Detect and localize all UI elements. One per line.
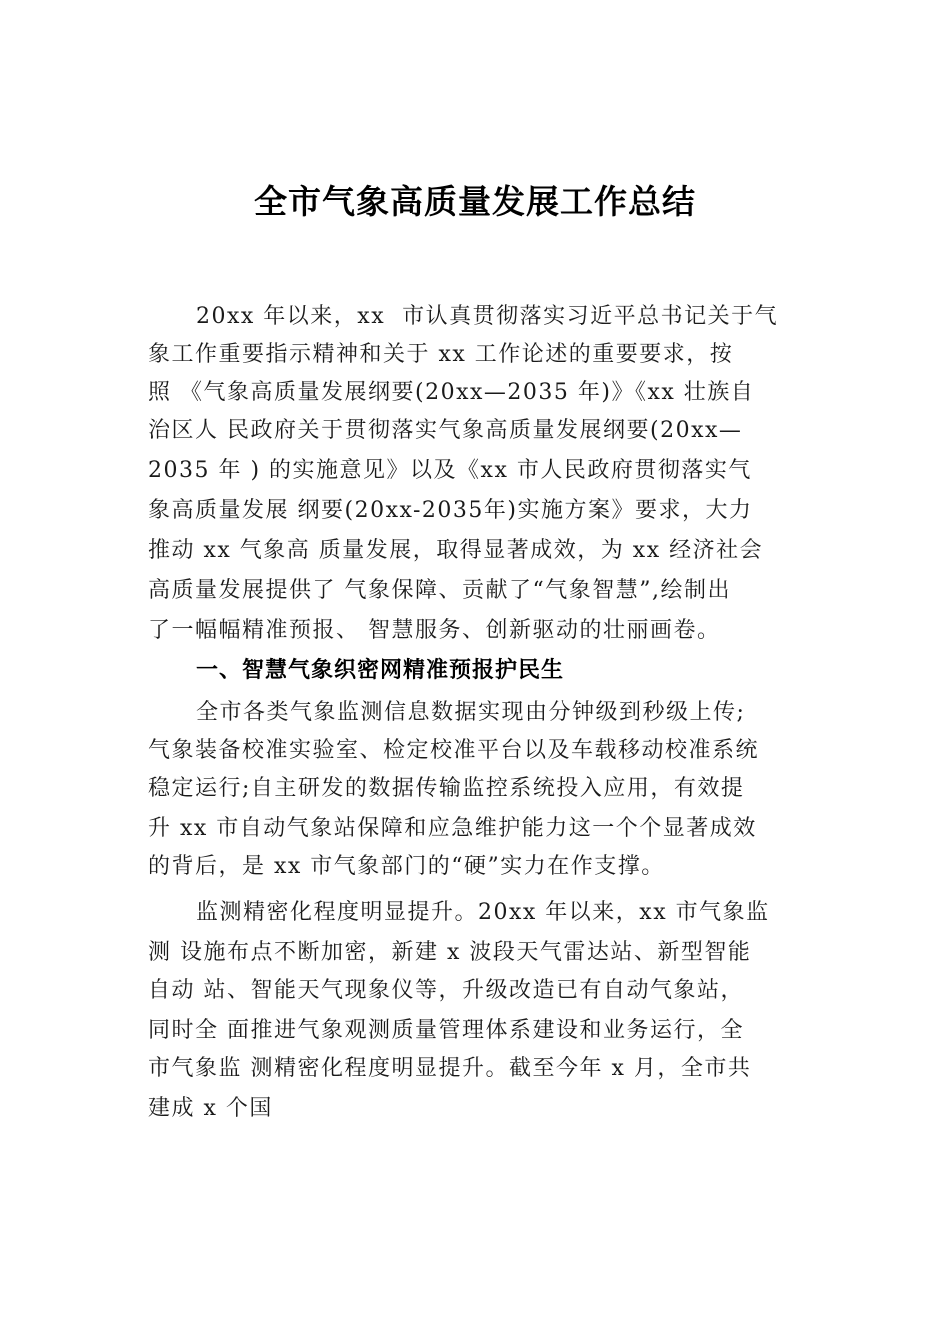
paragraph-1-line: 20xx 年以来，xx 市认真贯彻落实习近平总书记关于气: [196, 304, 779, 329]
paragraph-2-line: 稳定运行;自主研发的数据传输监控系统投入应用，有效提: [148, 776, 745, 801]
paragraph-1-line: 照 《气象高质量发展纲要(20xx—2035 年)》《xx 壮族自: [148, 380, 755, 405]
paragraph-3-line: 监测精密化程度明显提升。20xx 年以来，xx 市气象监: [196, 900, 770, 925]
paragraph-3-line: 测 设施布点不断加密，新建 x 波段天气雷达站、新型智能: [148, 940, 752, 965]
paragraph-1-line: 了一幅幅精准预报、 智慧服务、创新驱动的壮丽画卷。: [148, 618, 721, 643]
paragraph-1-line: 推动 xx 气象高 质量发展，取得显著成效，为 xx 经济社会: [148, 538, 764, 563]
section-heading: 一、智慧气象织密网精准预报护民生: [196, 658, 565, 683]
paragraph-2-line: 升 xx 市自动气象站保障和应急维护能力这一个个显著成效: [148, 816, 757, 841]
paragraph-1-line: 象工作重要指示精神和关于 xx 工作论述的重要要求，按: [148, 342, 734, 367]
paragraph-3-line: 自动 站、智能天气现象仪等，升级改造已有自动气象站，: [148, 978, 744, 1003]
paragraph-1-line: 象高质量发展 纲要(20xx-2035年)实施方案》要求，大力: [148, 498, 753, 523]
paragraph-3-line: 市气象监 测精密化程度明显提升。截至今年 x 月，全市共: [148, 1056, 752, 1081]
paragraph-2-line: 气象装备校准实验室、检定校准平台以及车载移动校准系统: [148, 738, 760, 763]
paragraph-1-line: 2035 年 ) 的实施意见》以及《xx 市人民政府贯彻落实气: [148, 458, 752, 483]
paragraph-2-line: 全市各类气象监测信息数据实现由分钟级到秒级上传;: [196, 700, 746, 725]
document-title: 全市气象高质量发展工作总结: [254, 182, 696, 221]
paragraph-3-line: 建成 x 个国: [148, 1096, 273, 1121]
paragraph-3-line: 同时全 面推进气象观测质量管理体系建设和业务运行，全: [148, 1018, 744, 1043]
paragraph-1-line: 治区人 民政府关于贯彻落实气象高质量发展纲要(20xx—: [148, 418, 743, 443]
paragraph-1-line: 高质量发展提供了 气象保障、贡献了“气象智慧”,绘制出: [148, 578, 731, 603]
paragraph-2-line: 的背后，是 xx 市气象部门的“硬”实力在作支撑。: [148, 854, 665, 879]
